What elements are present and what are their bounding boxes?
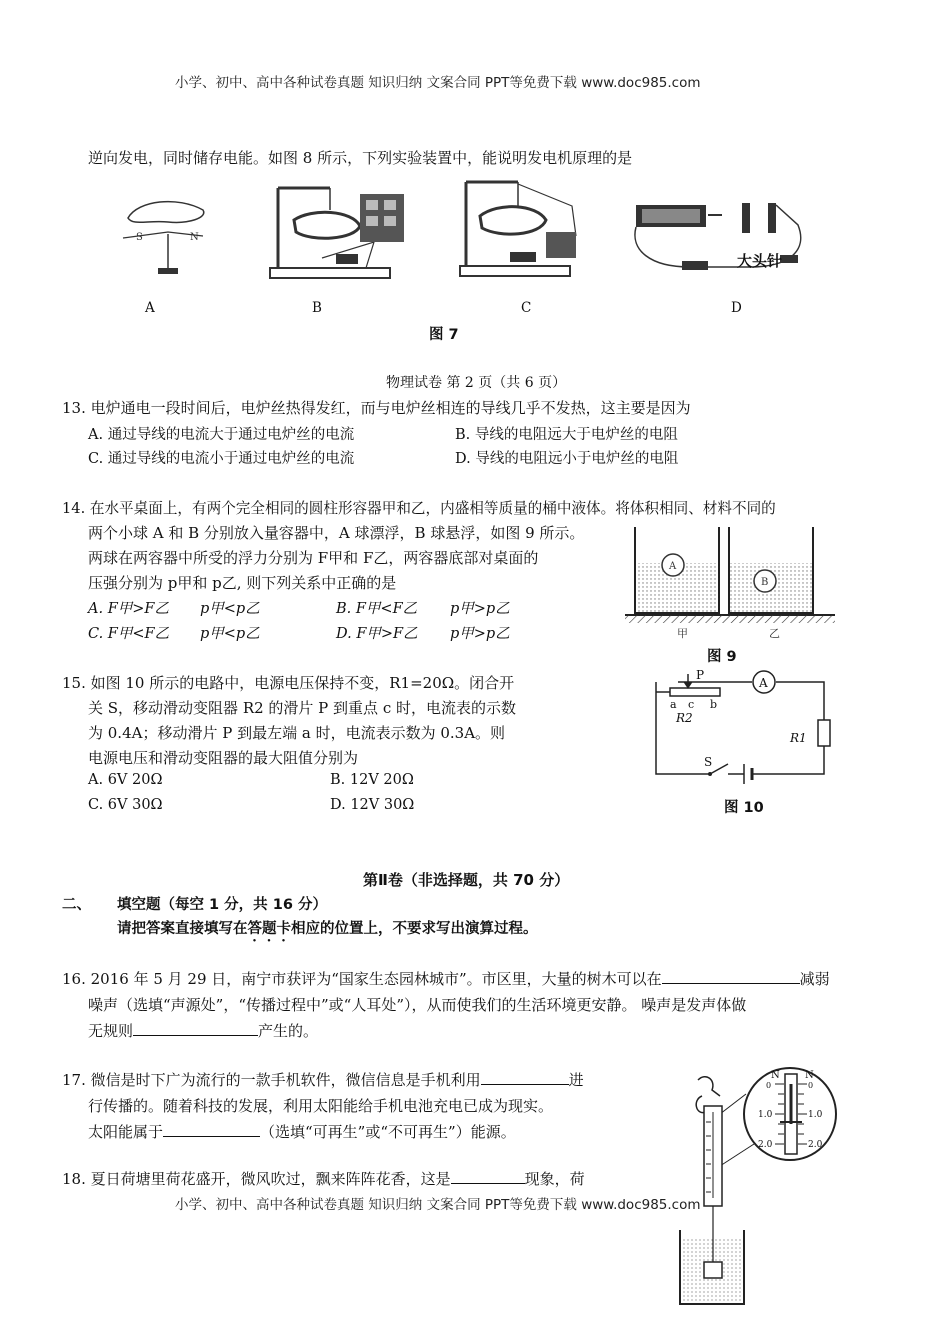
point-a-label: a xyxy=(670,698,677,711)
switch-s-label: S xyxy=(704,755,713,769)
q14-option-a-pressure: p甲<p乙 xyxy=(200,601,260,617)
ball-b-label: B xyxy=(761,577,769,588)
figure7-caption: 图 7 xyxy=(429,327,459,343)
q16-line-1-end: 减弱 xyxy=(799,970,830,988)
q16-line-3 xyxy=(88,1020,318,1041)
q16-line-2: 噪声（选填“声源处”，“传播过程中”或“人耳处”），从而使我们的生活环境更安静。 噪声是发声体做 xyxy=(88,996,747,1014)
q12-tail-text: 逆向发电，同时储存电能。如图 8 所示，下列实验装置中，能说明发电机原理的是 xyxy=(88,149,633,167)
figure7-d-illustration xyxy=(630,195,810,275)
q15-option-c: C. 6V 30Ω xyxy=(88,797,163,813)
q15-line-4: 电源电压和滑动变阻器的最大阻值分别为 xyxy=(88,749,359,767)
q16-blank-1[interactable] xyxy=(662,969,800,984)
resistor-r1 xyxy=(818,720,830,746)
q16-line-3-end: 产生的。 xyxy=(258,1022,319,1040)
point-b-label: b xyxy=(710,698,718,711)
instruction-dotted: 答题卡 xyxy=(247,921,291,937)
q17-blank-2[interactable] xyxy=(163,1122,260,1137)
figure10-circuit xyxy=(648,662,838,792)
q17-line-1 xyxy=(62,1069,584,1090)
q14-option-d-force: D. F甲>F乙 xyxy=(336,626,418,642)
figure7-a-illustration xyxy=(108,188,218,278)
figure7-b-illustration xyxy=(262,180,412,285)
part2-title: 第Ⅱ卷（非选择题，共 70 分） xyxy=(363,871,570,889)
q13-option-c: C. 通过导线的电流小于通过电炉丝的电流 xyxy=(88,451,355,467)
q13-option-b: B. 导线的电阻远大于电炉丝的电阻 xyxy=(455,427,678,443)
figure7-label-c: C xyxy=(521,300,532,316)
rheostat-r2 xyxy=(670,688,720,696)
scale-dial-zoom xyxy=(744,1068,836,1160)
scale-tick-1-right: 1.0 xyxy=(808,1110,823,1120)
scale-unit-right: N xyxy=(805,1070,814,1081)
q13-option-a: A. 通过导线的电流大于通过电炉丝的电流 xyxy=(88,427,355,443)
figure7-c-illustration xyxy=(452,176,587,284)
q14-option-b-pressure: p甲>p乙 xyxy=(450,601,510,617)
q18-line-1-end: 现象，荷 xyxy=(524,1170,585,1188)
q13-option-d: D. 导线的电阻远小于电炉丝的电阻 xyxy=(455,451,679,467)
q17-line-3 xyxy=(88,1121,516,1142)
figure9-caption: 图 9 xyxy=(707,649,737,665)
figure7-label-a: A xyxy=(145,300,155,316)
scale-tick-1-left: 1.0 xyxy=(758,1110,773,1120)
q15-option-d: D. 12V 30Ω xyxy=(330,797,415,813)
q14-line-1: 14. 在水平桌面上，有两个完全相同的圆柱形容器甲和乙，内盛相等质量的桶中液体。将体积相同、材料不同的 xyxy=(62,500,776,517)
container-left-label: 甲 xyxy=(677,627,688,640)
q13-stem: 13. 电炉通电一段时间后，电炉丝热得发红，而与电炉丝相连的导线几乎不发热，这主要是因为 xyxy=(62,399,691,417)
q18-line-1-text: 18. 夏日荷塘里荷花盛开，微风吹过，飘来阵阵花香，这是 xyxy=(62,1170,451,1188)
scale-tick-0-right: 0 xyxy=(808,1081,814,1090)
q17-line-3-text: 太阳能属于 xyxy=(88,1123,164,1141)
q15-line-3: 为 0.4A；移动滑片 P 到最左端 a 时，电流表示数为 0.3A。则 xyxy=(88,724,506,742)
figure7-label-d: D xyxy=(731,300,742,316)
q16-line-3-text: 无规则 xyxy=(88,1022,134,1040)
svg-text:S: S xyxy=(136,232,143,243)
beaker-icon xyxy=(680,1230,744,1304)
q14-option-c-force: C. F甲<F乙 xyxy=(88,626,170,642)
q15-option-a: A. 6V 20Ω xyxy=(88,772,163,788)
section-title: 填空题（每空 1 分，共 16 分） xyxy=(117,897,327,913)
q18-blank-1[interactable] xyxy=(451,1169,525,1184)
q14-line-3: 两球在两容器中所受的浮力分别为 F甲和 F乙，两容器底部对桌面的 xyxy=(88,549,539,567)
section-number: 二、 xyxy=(62,897,91,913)
q17-line-1-text: 17. 微信是时下广为流行的一款手机软件，微信信息是手机利用 xyxy=(62,1071,481,1089)
q15-line-2: 关 S，移动滑动变阻器 R2 的滑片 P 到重点 c 时，电流表的示数 xyxy=(88,699,516,717)
q16-blank-2[interactable] xyxy=(133,1021,258,1036)
q17-blank-1[interactable] xyxy=(481,1070,569,1085)
page-marker: 物理试卷 第 2 页（共 6 页） xyxy=(386,375,567,391)
page-footer: 小学、初中、高中各种试卷真题 知识归纳 文案合同 PPT等免费下载 www.doc985.com xyxy=(175,1197,701,1213)
q15-option-b: B. 12V 20Ω xyxy=(330,772,414,788)
q14-option-a-force: A. F甲>F乙 xyxy=(88,601,169,617)
q18-line-1 xyxy=(62,1168,585,1189)
q15-line-1: 15. 如图 10 所示的电路中，电源电压保持不变，R1=20Ω。闭合开 xyxy=(62,674,515,692)
scale-tick-2-right: 2.0 xyxy=(808,1140,823,1150)
q16-line-1 xyxy=(62,968,830,989)
q17-line-2: 行传播的。随着科技的发展，利用太阳能给手机电池充电已成为现实。 xyxy=(88,1097,554,1115)
q14-option-c-pressure: p甲<p乙 xyxy=(200,626,260,642)
q17-line-3-end: （选填“可再生”或“不可再生”）能源。 xyxy=(260,1123,516,1141)
figure10-caption: 图 10 xyxy=(724,800,764,816)
q16-line-1-text: 16. 2016 年 5 月 29 日，南宁市获评为“国家生态园林城市”。市区里，大量的树木可以在 xyxy=(62,970,662,988)
point-c-label: c xyxy=(688,698,695,711)
page-header: 小学、初中、高中各种试卷真题 知识归纳 文案合同 PPT等免费下载 www.doc985.com xyxy=(175,75,701,91)
figure7-pin-label: 大头针 xyxy=(737,252,783,270)
slider-p-label: P xyxy=(696,668,705,682)
q14-line-2: 两个小球 A 和 B 分别放入量容器中，A 球漂浮，B 球悬浮，如图 9 所示。 xyxy=(88,524,585,542)
instruction-post: 相应的位置上，不要求写出演算过程。 xyxy=(291,921,538,937)
section-instruction xyxy=(117,917,538,945)
container-yi xyxy=(729,527,813,613)
scale-tick-0-left: 0 xyxy=(766,1081,772,1090)
switch-s xyxy=(710,764,728,774)
svg-text:N: N xyxy=(190,232,199,243)
q17-line-1-end: 进 xyxy=(568,1071,584,1089)
q14-option-d-pressure: p甲>p乙 xyxy=(450,626,510,642)
r2-label: R2 xyxy=(676,711,693,725)
figure7-label-b: B xyxy=(312,300,322,316)
ammeter-label: A xyxy=(759,676,768,690)
scale-tick-2-left: 2.0 xyxy=(758,1140,773,1150)
ball-a-label: A xyxy=(669,561,677,572)
r1-label: R1 xyxy=(790,731,807,745)
q14-line-4: 压强分别为 p甲和 p乙, 则下列关系中正确的是 xyxy=(88,574,397,592)
scale-unit-left: N xyxy=(771,1070,780,1081)
figure9-containers xyxy=(625,525,840,640)
container-right-label: 乙 xyxy=(769,627,780,640)
instruction-pre: 请把答案直接填写在 xyxy=(117,921,248,937)
q14-option-b-force: B. F甲<F乙 xyxy=(336,601,418,617)
